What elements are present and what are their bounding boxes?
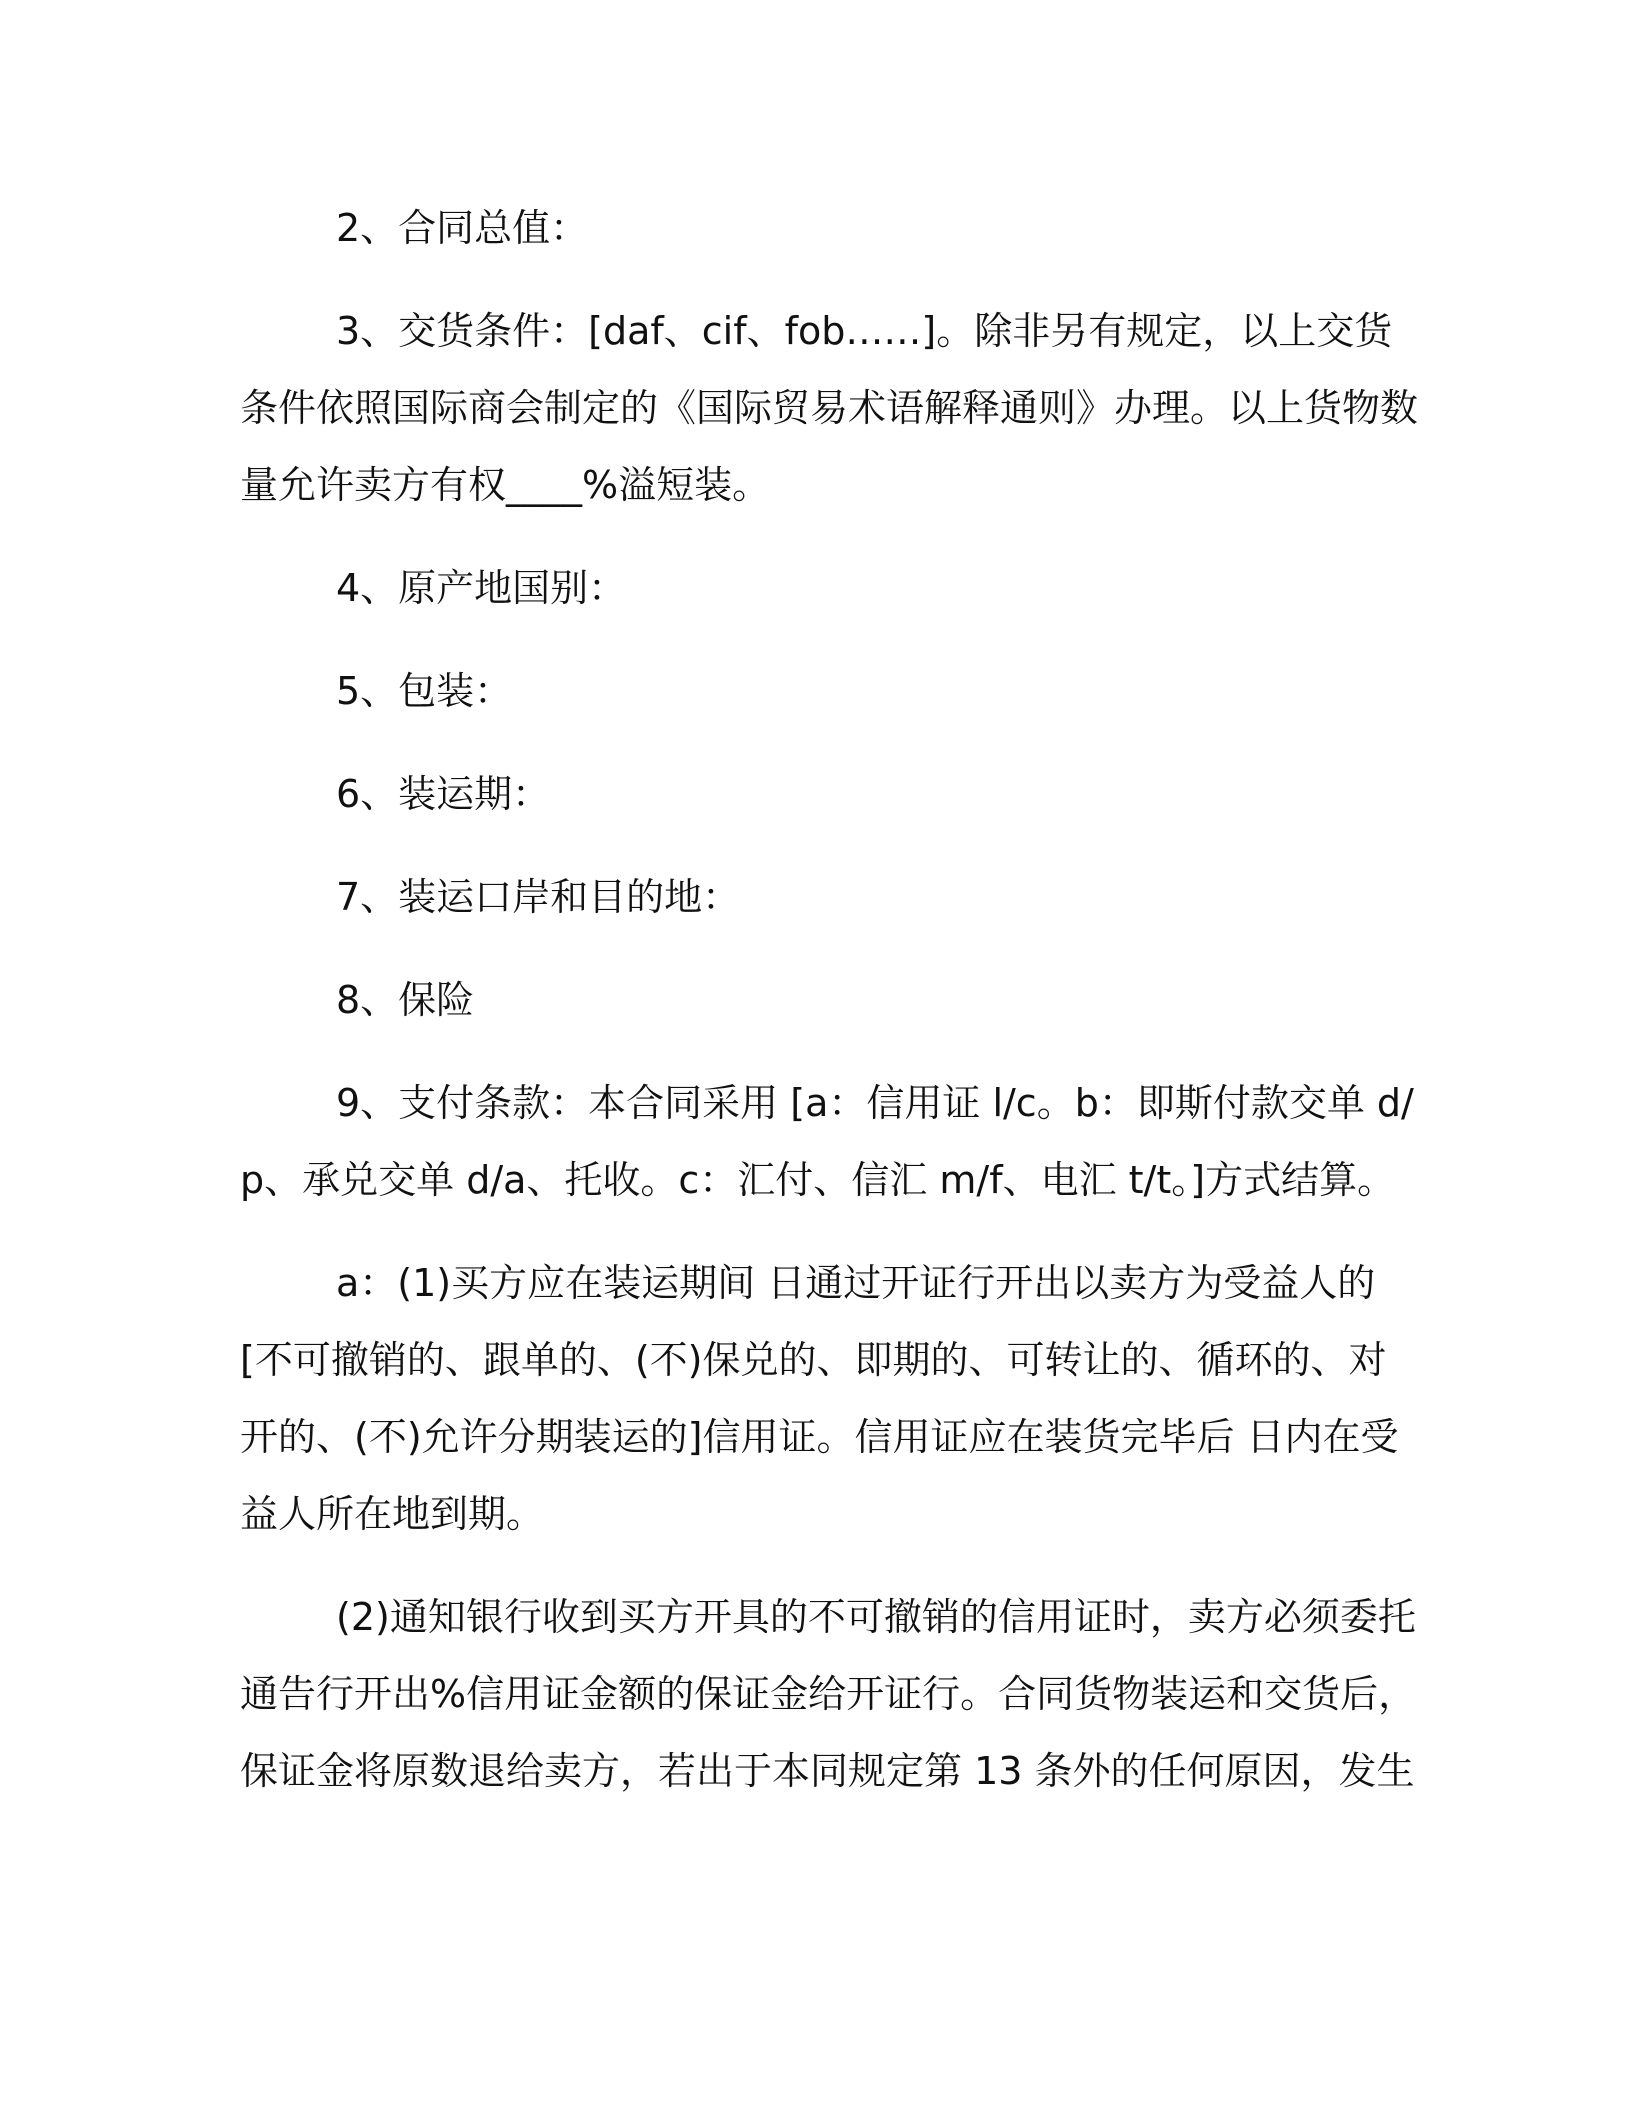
document-body <box>240 190 1420 1810</box>
clause-2-total-value: 2、合同总值： <box>336 206 589 250</box>
clause-7-port-and-destination: 7、装运口岸和目的地： <box>336 875 741 919</box>
clause-6-shipment-period: 6、装运期： <box>336 772 551 816</box>
clause-8-insurance: 8、保险 <box>336 978 475 1022</box>
clause-5-packing: 5、包装： <box>336 669 513 713</box>
clause-4-country-of-origin: 4、原产地国别： <box>336 566 627 610</box>
clause-9a2-deposit: (2)通知银行收到买方开具的不可撤销的信用证时，卖方必须委托通告行开出%信用证金额的保证金给开证行。合同货物装运和交货后，保证金将原数退给卖方，若出于本同规定第 13 条外的任何原因，发生 <box>240 1595 1417 1793</box>
clause-9a-letter-of-credit: a：(1)买方应在装运期间 日通过开证行开出以卖方为受益人的[不可撤销的、跟单的、(不)保兑的、即期的、可转让的、循环的、对开的、(不)允许分期装运的]信用证。信用证应在装货完毕后 日内在受益人所在地到期。 <box>240 1261 1399 1536</box>
clause-3-delivery-terms: 3、交货条件：[daf、cif、fob……]。除非另有规定，以上交货条件依照国际商会制定的《国际贸易术语解释通则》办理。以上货物数量允许卖方有权____%溢短装。 <box>240 309 1419 507</box>
clause-9-payment-terms: 9、支付条款：本合同采用 [a：信用证 l/c。b：即斯付款交单 d/p、承兑交单 d/a、托收。c：汇付、信汇 m/f、电汇 t/t。]方式结算。 <box>240 1081 1414 1202</box>
